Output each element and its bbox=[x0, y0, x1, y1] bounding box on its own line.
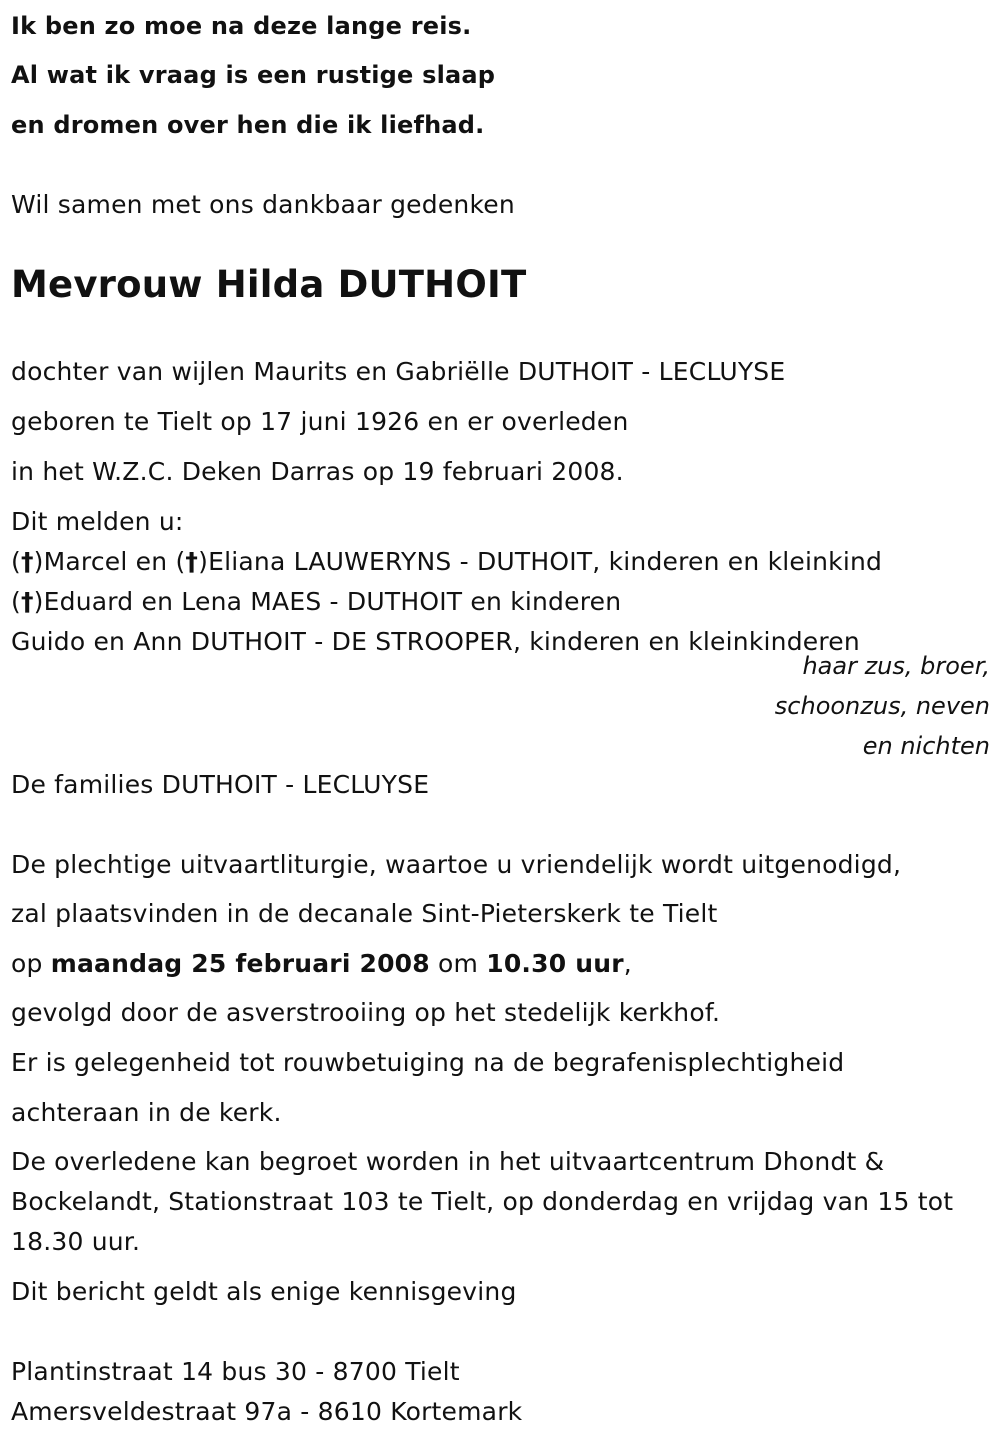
announce-row-1-b: Eliana LAUWERYNS - DUTHOIT, kinderen en kleinkind bbox=[208, 547, 883, 576]
service-line-7: De overledene kan begroet worden in het uitvaartcentrum Dhondt & bbox=[11, 1147, 885, 1176]
notice-line: Dit bericht geldt als enige kennisgeving bbox=[11, 1277, 517, 1306]
bio-line-3: in het W.Z.C. Deken Darras op 19 februari 2008. bbox=[11, 457, 624, 486]
service-line-6: achteraan in de kerk. bbox=[11, 1098, 282, 1127]
announce-row-1-a: Marcel en bbox=[43, 547, 176, 576]
paren-close: ) bbox=[33, 547, 44, 576]
intro-text: Wil samen met ons dankbaar gedenken bbox=[11, 190, 515, 219]
cross-icon: † bbox=[20, 587, 34, 616]
service-line-2: zal plaatsvinden in de decanale Sint-Pieterskerk te Tielt bbox=[11, 899, 718, 928]
service-line-8: Bockelandt, Stationstraat 103 te Tielt, op donderdag en vrijdag van 15 tot bbox=[11, 1187, 954, 1216]
service-line-5: Er is gelegenheid tot rouwbetuiging na de begrafenisplechtigheid bbox=[11, 1048, 845, 1077]
service-line-1: De plechtige uitvaartliturgie, waartoe u vriendelijk wordt uitgenodigd, bbox=[11, 850, 902, 879]
service-line-3 bbox=[11, 949, 632, 979]
paren-close: ) bbox=[33, 587, 44, 616]
service-time-prefix: om bbox=[429, 949, 487, 978]
announce-row-2 bbox=[11, 587, 621, 617]
bio-line-2: geboren te Tielt op 17 juni 1926 en er overleden bbox=[11, 407, 629, 436]
service-date-prefix: op bbox=[11, 949, 51, 978]
paren-close: ) bbox=[198, 547, 209, 576]
poem-line-2: Al wat ik vraag is een rustige slaap bbox=[11, 61, 496, 89]
cross-icon: † bbox=[20, 547, 34, 576]
service-line-9: 18.30 uur. bbox=[11, 1227, 141, 1256]
address-line-1: Plantinstraat 14 bus 30 - 8700 Tielt bbox=[11, 1357, 460, 1386]
cross-icon: † bbox=[185, 547, 199, 576]
service-date: maandag 25 februari 2008 bbox=[50, 949, 430, 978]
side-note-2: schoonzus, neven bbox=[774, 692, 990, 720]
service-date-suffix: , bbox=[623, 949, 632, 978]
announce-row-3: Guido en Ann DUTHOIT - DE STROOPER, kinderen en kleinkinderen bbox=[11, 627, 860, 656]
families-line: De families DUTHOIT - LECLUYSE bbox=[11, 770, 430, 799]
announce-row-1 bbox=[11, 547, 882, 577]
deceased-name: Mevrouw Hilda DUTHOIT bbox=[11, 263, 527, 306]
poem-line-3: en dromen over hen die ik liefhad. bbox=[11, 111, 485, 139]
paren-open: ( bbox=[11, 547, 21, 576]
side-note-1: haar zus, broer, bbox=[802, 652, 990, 680]
address-line-2: Amersveldestraat 97a - 8610 Kortemark bbox=[11, 1397, 523, 1426]
announce-row-2-text: Eduard en Lena MAES - DUTHOIT en kinderen bbox=[43, 587, 622, 616]
service-line-4: gevolgd door de asverstrooiing op het stedelijk kerkhof. bbox=[11, 998, 721, 1027]
side-note-3: en nichten bbox=[862, 732, 990, 760]
service-time: 10.30 uur bbox=[486, 949, 624, 978]
paren-open: ( bbox=[175, 547, 186, 576]
bio-line-1: dochter van wijlen Maurits en Gabriëlle DUTHOIT - LECLUYSE bbox=[11, 357, 786, 386]
announce-heading: Dit melden u: bbox=[11, 507, 184, 536]
paren-open: ( bbox=[11, 587, 21, 616]
poem-line-1: Ik ben zo moe na deze lange reis. bbox=[11, 12, 472, 40]
